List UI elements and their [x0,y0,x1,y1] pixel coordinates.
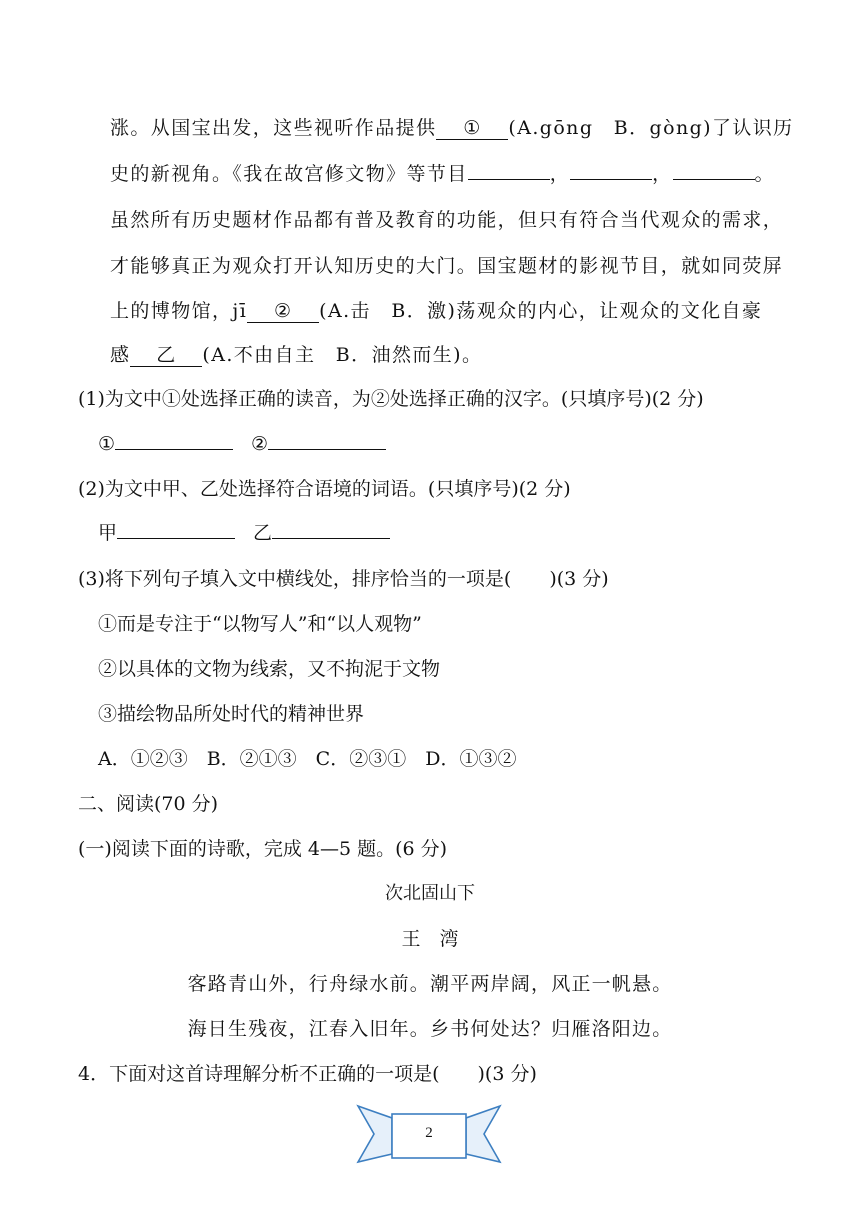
blank-1[interactable]: ① [436,117,508,140]
question-2-answers: 甲 乙 [98,520,390,546]
question-1-answers: ① ② [98,431,386,457]
question-1-prompt: (1)为文中①处选择正确的读音，为②处选择正确的汉字。(只填序号)(2 分) [78,388,704,410]
answer-blank-2[interactable] [268,449,386,450]
answer-blank-jia[interactable] [117,538,235,539]
poem-line-1: 客路青山外，行舟绿水前。潮平两岸阔，风正一帆悬。 [187,973,673,995]
question-3-options: A．①②③ B．②①③ C．②③① D．①③② [98,748,517,770]
poem-author: 王 湾 [401,928,459,950]
blank-jia-2[interactable] [570,179,652,180]
question-3-prompt: (3)将下列句子填入文中横线处，排序恰当的一项是( )(3 分) [78,568,609,590]
question-3-item-2: ②以具体的文物为线索，又不拘泥于文物 [98,658,441,680]
question-2-prompt: (2)为文中甲、乙处选择符合语境的词语。(只填序号)(2 分) [78,478,571,500]
question-3-item-1: ①而是专注于“以物写人”和“以人观物” [98,613,422,635]
passage-line-2: 史的新视角。《我在故宫修文物》等节目 ， ， 。 [110,163,775,185]
poem-line-2: 海日生残夜，江春入旧年。乡书何处达？归雁洛阳边。 [187,1018,673,1040]
blank-jia-1[interactable] [468,179,550,180]
answer-blank-yi[interactable] [272,538,390,539]
passage-line-1: 涨。从国宝出发，这些视听作品提供 ① (A.gōng B．gòng)了认识历 [110,117,794,139]
passage-line-3: 虽然所有历史题材作品都有普及教育的功能，但只有符合当代观众的需求， [110,209,784,231]
question-3-item-3: ③描绘物品所处时代的精神世界 [98,703,365,725]
poem-title: 次北固山下 [385,883,475,904]
passage-line-6: 感 乙 (A.不由自主 B．油然而生)。 [110,344,483,366]
blank-2[interactable]: ② [247,300,319,323]
section-heading: 二、阅读(70 分) [78,793,219,815]
question-4-prompt: 4．下面对这首诗理解分析不正确的一项是( )(3 分) [78,1063,537,1085]
section-subheading: (一)阅读下面的诗歌，完成 4—5 题。(6 分) [78,838,448,860]
answer-blank-1[interactable] [115,449,233,450]
blank-jia-3[interactable] [673,179,755,180]
page-number: 2 [425,1125,433,1141]
passage-line-4: 才能够真正为观众打开认知历史的大门。国宝题材的影视节目，就如同荧屏 [110,255,784,277]
blank-3[interactable]: 乙 [130,344,202,367]
passage-line-5: 上的博物馆，jī ② (A.击 B．激)荡观众的内心，让观众的文化自豪 [110,300,763,322]
